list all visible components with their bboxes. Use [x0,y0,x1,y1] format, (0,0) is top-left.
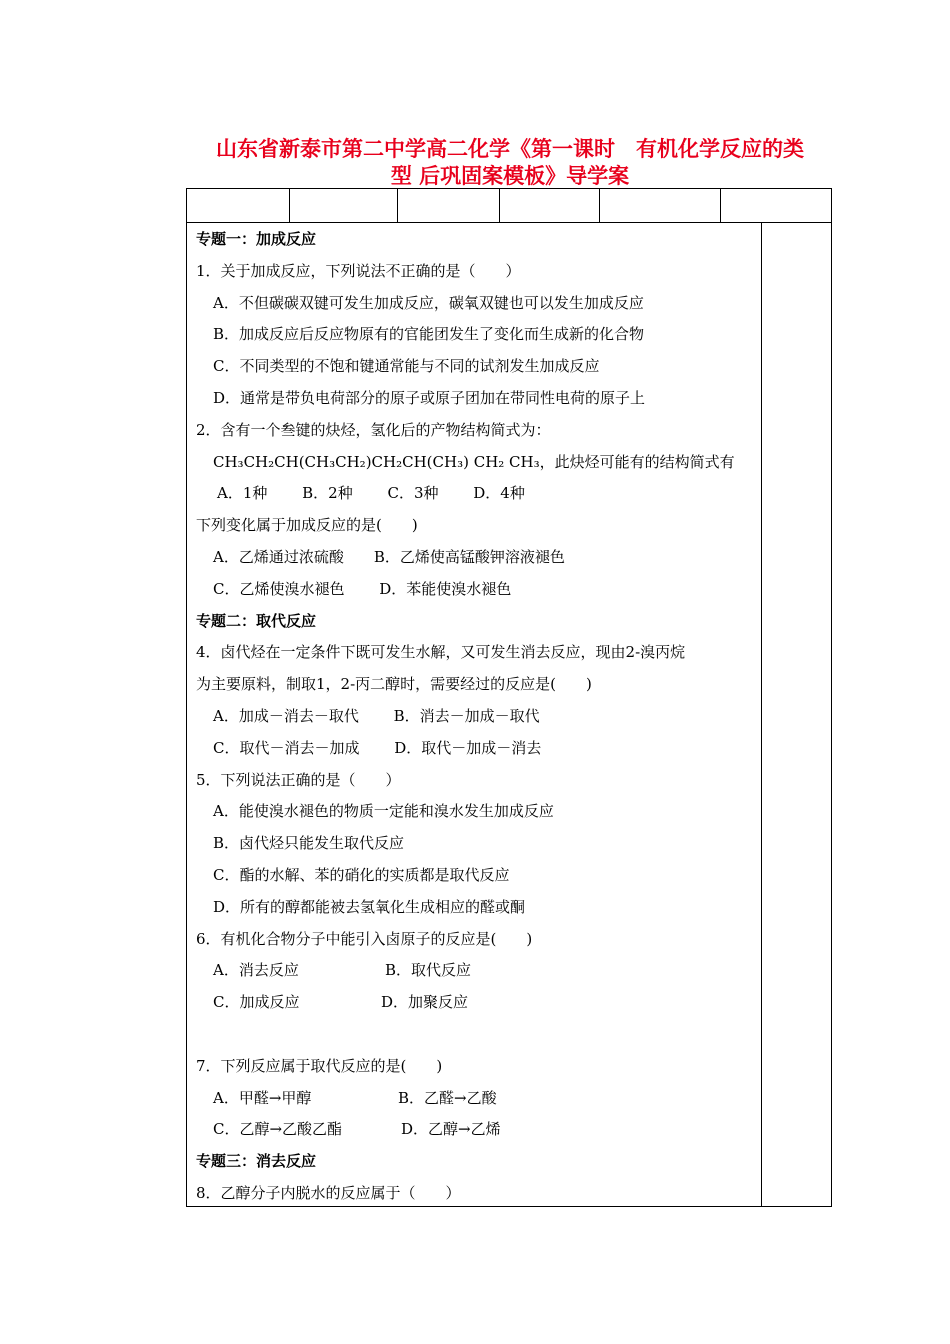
option: B．取代反应 [385,961,472,980]
spacer [196,1019,756,1051]
question-stem: 8．乙醇分子内脱水的反应属于（ ） [196,1183,461,1202]
title-line-1: 山东省新泰市第二中学高二化学《第一课时 有机化学反应的类 [216,137,804,161]
option: B．卤代烃只能发生取代反应 [213,834,405,853]
option-row [196,955,756,987]
option: D．所有的醇都能被去氢氧化生成相应的醛或酮 [213,897,526,916]
section-heading: 专题一：加成反应 [196,230,317,248]
question-stem: 2．含有一个叁键的炔烃，氢化后的产物结构简式为： [196,420,551,439]
option: A．消去反应 [213,961,299,980]
title-line-2: 型 后巩固案模板》导学案 [390,164,630,188]
option: D．乙醇→乙烯 [401,1120,501,1139]
option: C．不同类型的不饱和键通常能与不同的试剂发生加成反应 [213,357,600,376]
option: D．加聚反应 [381,993,469,1012]
option-row: A．加成－消去－取代 B．消去－加成－取代 [213,706,540,725]
option-row: C．取代－消去－加成 D．取代－加成－消去 [213,738,542,757]
header-cell [187,189,290,222]
question-stem: 1．关于加成反应，下列说法不正确的是（ ） [196,261,521,280]
option: C．加成反应 [213,993,300,1012]
header-table [186,188,832,223]
header-cell [721,189,831,222]
option: C．酯的水解、苯的硝化的实质都是取代反应 [213,865,510,884]
worksheet-content [196,224,756,1210]
structural-formula: CH₃CH₂CH(CH₃CH₂)CH₂CH(CH₃) CH₂ CH₃，此炔烃可能有的结构简式有 [213,452,735,471]
option: B．乙醛→乙酸 [398,1088,497,1107]
option-row: A．乙烯通过浓硫酸 B．乙烯使高锰酸钾溶液褪色 [213,547,565,566]
option: B．加成反应后反应物原有的官能团发生了变化而生成新的化合物 [213,325,645,344]
option: D．通常是带负电荷部分的原子或原子团加在带同性电荷的原子上 [213,388,646,407]
document-title [186,136,834,190]
option: A．不但碳碳双键可发生加成反应，碳氧双键也可以发生加成反应 [213,293,644,312]
question-stem: 下列变化属于加成反应的是( ) [196,516,418,535]
option-row: A．1种 B．2种 C．3种 D．4种 [217,484,525,503]
header-cell [398,189,500,222]
section-heading: 专题三：消去反应 [196,1152,317,1171]
option-row [196,1114,756,1146]
question-stem: 7．下列反应属于取代反应的是( ) [196,1056,443,1075]
question-stem: 5．下列说法正确的是（ ） [196,770,401,789]
header-cell [290,189,399,222]
option: A．能使溴水褪色的物质一定能和溴水发生加成反应 [213,802,554,821]
option-row [196,1083,756,1115]
option: A．甲醛→甲醇 [213,1088,312,1107]
question-stem: 4．卤代烃在一定条件下既可发生水解，又可发生消去反应，现由2-溴丙烷 [196,643,686,662]
side-column-divider [761,222,762,1207]
option-row [196,987,756,1019]
option-row: C．乙烯使溴水褪色 D．苯能使溴水褪色 [213,579,512,598]
header-cell [500,189,600,222]
question-stem: 为主要原料，制取1，2-丙二醇时，需要经过的反应是( ) [196,675,592,694]
question-stem: 6．有机化合物分子中能引入卤原子的反应是( ) [196,929,533,948]
header-cell [600,189,722,222]
section-heading: 专题二：取代反应 [196,611,317,630]
option: C．乙醇→乙酸乙酯 [213,1120,343,1139]
